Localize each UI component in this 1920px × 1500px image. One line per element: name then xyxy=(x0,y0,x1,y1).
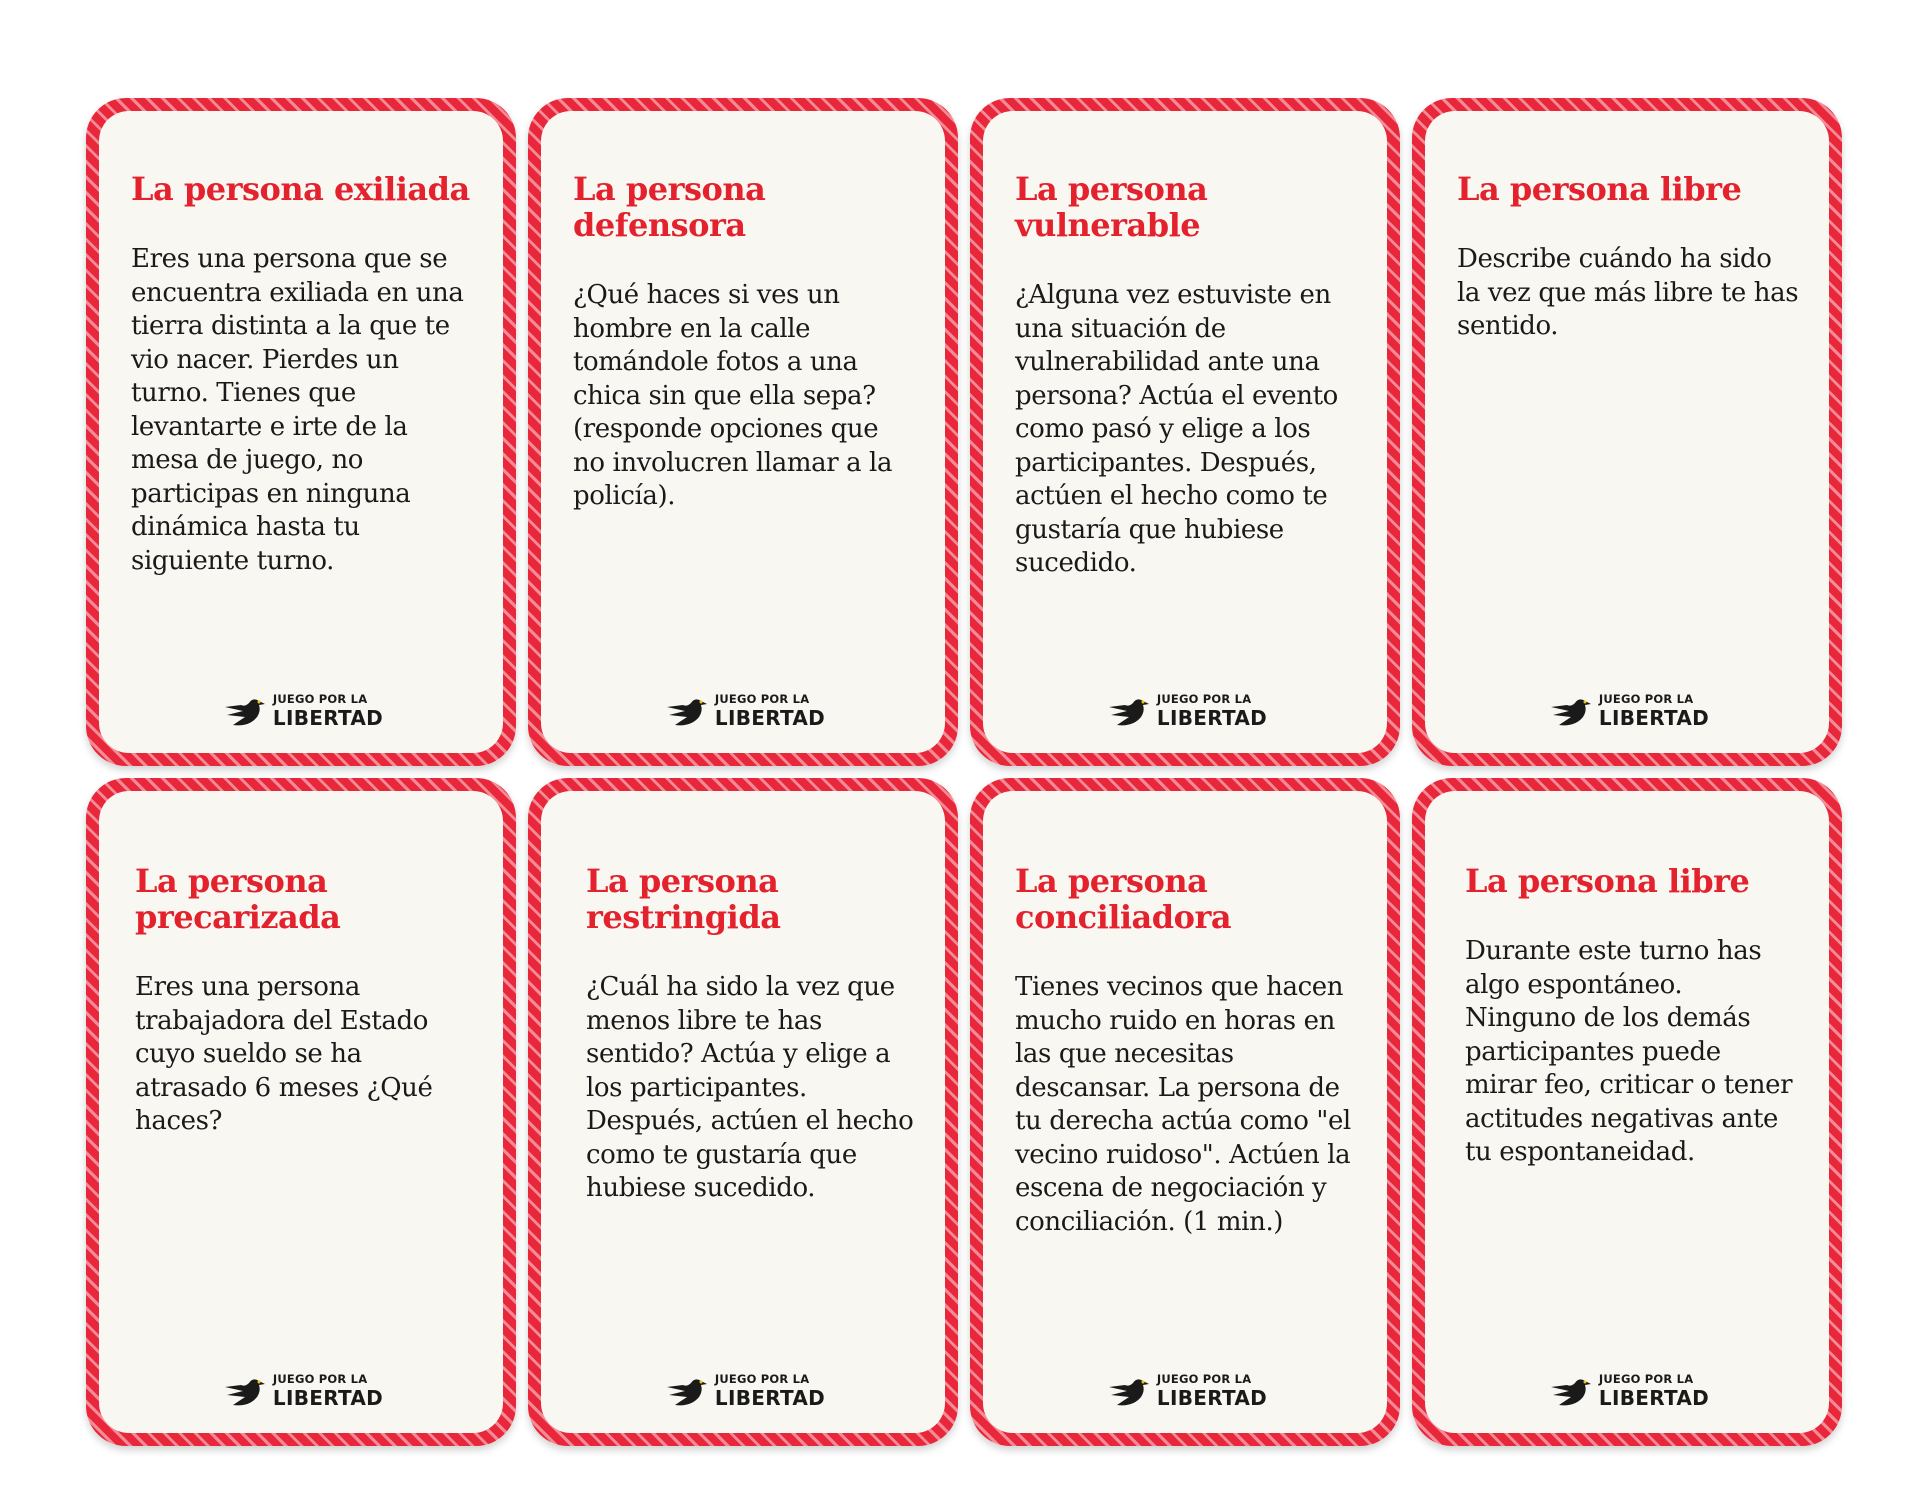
card-title: La persona restringida xyxy=(586,862,781,936)
card-face xyxy=(99,791,503,1433)
brand-line2: LIBERTAD xyxy=(1156,1385,1268,1410)
brand-logo xyxy=(99,1371,503,1411)
card-precarizada xyxy=(86,778,516,1446)
bird-icon xyxy=(219,693,267,729)
card-text: ¿Cuál ha sido la vez que menos libre te has sentido? Actúa y elige a los participantes. Después, actúen el hecho como te gustaría que hubiese sucedido. xyxy=(586,972,914,1203)
card-text: Eres una persona trabajadora del Estado cuyo sueldo se ha atrasado 6 meses ¿Qué haces? xyxy=(135,972,433,1136)
bird-icon xyxy=(219,1373,267,1409)
bird-icon xyxy=(1103,1373,1151,1409)
card-text: Tienes vecinos que hacen mucho ruido en horas en las que necesitas descansar. La persona de tu derecha actúa como "el vecino ruidoso". Actúen la escena de negociación y conciliación. (1 min.) xyxy=(1015,972,1351,1237)
card-conciliadora xyxy=(970,778,1400,1446)
brand-logo xyxy=(99,691,503,731)
card-vulnerable xyxy=(970,98,1400,766)
card-face xyxy=(983,791,1387,1433)
brand-logo xyxy=(541,691,945,731)
brand-logo xyxy=(983,691,1387,731)
card-face xyxy=(1425,791,1829,1433)
card-libre-1 xyxy=(1412,98,1842,766)
card-title: La persona conciliadora xyxy=(1015,862,1232,936)
card-face xyxy=(1425,111,1829,753)
bird-icon xyxy=(1103,693,1151,729)
card-face xyxy=(541,111,945,753)
card-text: ¿Alguna vez estuviste en una situación de vulnerabilidad ante una persona? Actúa el evento como pasó y elige a los participantes. Después, actúen el hecho como te gustaría que hubiese sucedido. xyxy=(1015,280,1338,578)
brand-line1: JUEGO POR LA xyxy=(1156,1372,1252,1387)
card-text: ¿Qué haces si ves un hombre en la calle tomándole fotos a una chica sin que ella sepa? (responde opciones que no involucren llamar a la policía). xyxy=(573,280,893,511)
card-face xyxy=(983,111,1387,753)
card-libre-2 xyxy=(1412,778,1842,1446)
brand-line1: JUEGO POR LA xyxy=(714,692,810,707)
bird-icon xyxy=(1545,1373,1593,1409)
brand-logo xyxy=(1425,1371,1829,1411)
card-defensora xyxy=(528,98,958,766)
brand-line1: JUEGO POR LA xyxy=(1598,692,1694,707)
brand-line2: LIBERTAD xyxy=(1156,705,1268,730)
card-title: La persona exiliada xyxy=(131,170,470,208)
brand-line1: JUEGO POR LA xyxy=(272,692,368,707)
card-face xyxy=(541,791,945,1433)
brand-logo xyxy=(1425,691,1829,731)
brand-line2: LIBERTAD xyxy=(272,705,384,730)
bird-icon xyxy=(1545,693,1593,729)
brand-line1: JUEGO POR LA xyxy=(1598,1372,1694,1387)
brand-line2: LIBERTAD xyxy=(1598,705,1710,730)
card-text: Describe cuándo ha sido la vez que más libre te has sentido. xyxy=(1457,244,1799,341)
card-text: Eres una persona que se encuentra exiliada en una tierra distinta a la que te vio nacer. Pierdes un turno. Tienes que levantarte e irte de la mesa de juego, no participas en ninguna dinámica hasta tu siguiente turno. xyxy=(131,244,464,576)
card-title: La persona libre xyxy=(1465,862,1750,900)
card-title: La persona libre xyxy=(1457,170,1742,208)
card-title: La persona vulnerable xyxy=(1015,170,1208,244)
bird-icon xyxy=(661,1373,709,1409)
card-title: La persona precarizada xyxy=(135,862,341,936)
card-exiliada xyxy=(86,98,516,766)
brand-line2: LIBERTAD xyxy=(714,1385,826,1410)
card-title: La persona defensora xyxy=(573,170,766,244)
brand-line1: JUEGO POR LA xyxy=(272,1372,368,1387)
brand-line2: LIBERTAD xyxy=(272,1385,384,1410)
brand-line1: JUEGO POR LA xyxy=(1156,692,1252,707)
brand-line1: JUEGO POR LA xyxy=(714,1372,810,1387)
brand-line2: LIBERTAD xyxy=(714,705,826,730)
bird-icon xyxy=(661,693,709,729)
card-text: Durante este turno has algo espontáneo. Ninguno de los demás participantes puede mirar feo, criticar o tener actitudes negativas ante tu espontaneidad. xyxy=(1465,936,1793,1167)
card-restringida xyxy=(528,778,958,1446)
card-face xyxy=(99,111,503,753)
brand-logo xyxy=(541,1371,945,1411)
brand-line2: LIBERTAD xyxy=(1598,1385,1710,1410)
brand-logo xyxy=(983,1371,1387,1411)
